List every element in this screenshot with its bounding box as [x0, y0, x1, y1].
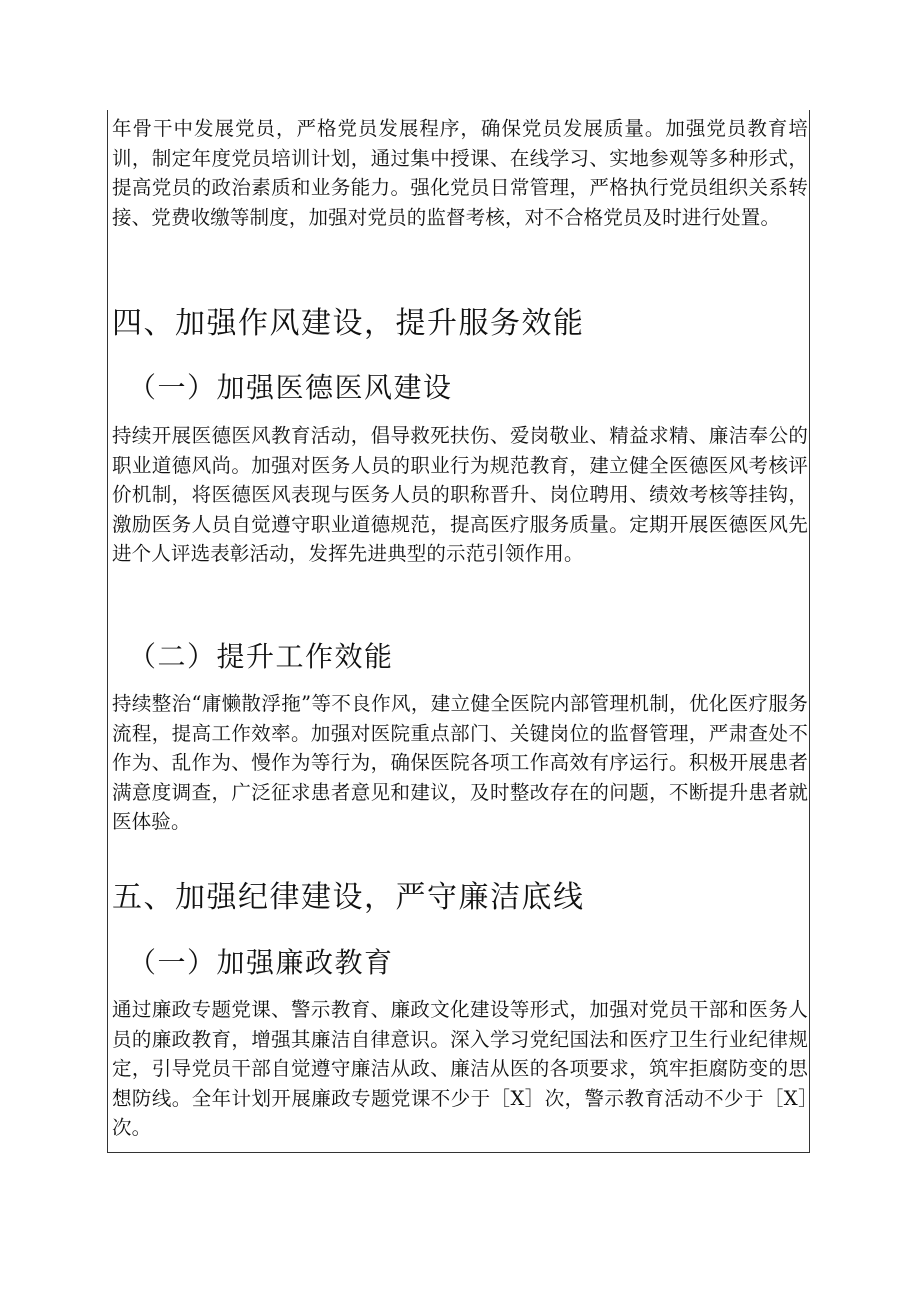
section-4-2-heading: （二）提升工作效能: [128, 640, 394, 673]
section-5-heading: 五、加强纪律建设，严守廉洁底线: [112, 880, 585, 915]
section-4-heading: 四、加强作风建设，提升服务效能: [112, 306, 585, 341]
intro-paragraph: 年骨干中发展党员，严格党员发展程序，确保党员发展质量。加强党员教育培训，制定年度党员培训计划，通过集中授课、在线学习、实地参观等多种形式，提高党员的政治素质和业务能力。强化党员日常管理，严格执行党员组织关系转接、党费收缴等制度，加强对党员的监督考核，对不合格党员及时进行处置。: [112, 117, 808, 229]
section-4-1-heading: （一）加强医德医风建设: [128, 371, 453, 404]
section-5-1-paragraph: 通过廉政专题党课、警示教育、廉政文化建设等形式，加强对党员干部和医务人员的廉政教育，增强其廉洁自律意识。深入学习党纪国法和医疗卫生行业纪律规定，引导党员干部自觉遵守廉洁从政、廉洁从医的各项要求，筑牢拒腐防变的思想防线。全年计划开展廉政专题党课不少于［X］次，警示教育活动不少于［X］次。: [112, 998, 808, 1140]
section-4-1-paragraph: 持续开展医德医风教育活动，倡导救死扶伤、爱岗敬业、精益求精、廉洁奉公的职业道德风尚。加强对医务人员的职业行为规范教育，建立健全医德医风考核评价机制，将医德医风表现与医务人员的职称晋升、岗位聘用、绩效考核等挂钩，激励医务人员自觉遵守职业道德规范，提高医疗服务质量。定期开展医德医风先进个人评选表彰活动，发挥先进典型的示范引领作用。: [112, 424, 808, 566]
section-4-2-paragraph: 持续整治“庸懒散浮拖”等不良作风，建立健全医院内部管理机制，优化医疗服务流程，提高工作效率。加强对医院重点部门、关键岗位的监督管理，严肃查处不作为、乱作为、慢作为等行为，确保医院各项工作高效有序运行。积极开展患者满意度调查，广泛征求患者意见和建议，及时整改存在的问题，不断提升患者就医体验。: [112, 692, 808, 834]
section-5-1-heading: （一）加强廉政教育: [128, 946, 394, 979]
